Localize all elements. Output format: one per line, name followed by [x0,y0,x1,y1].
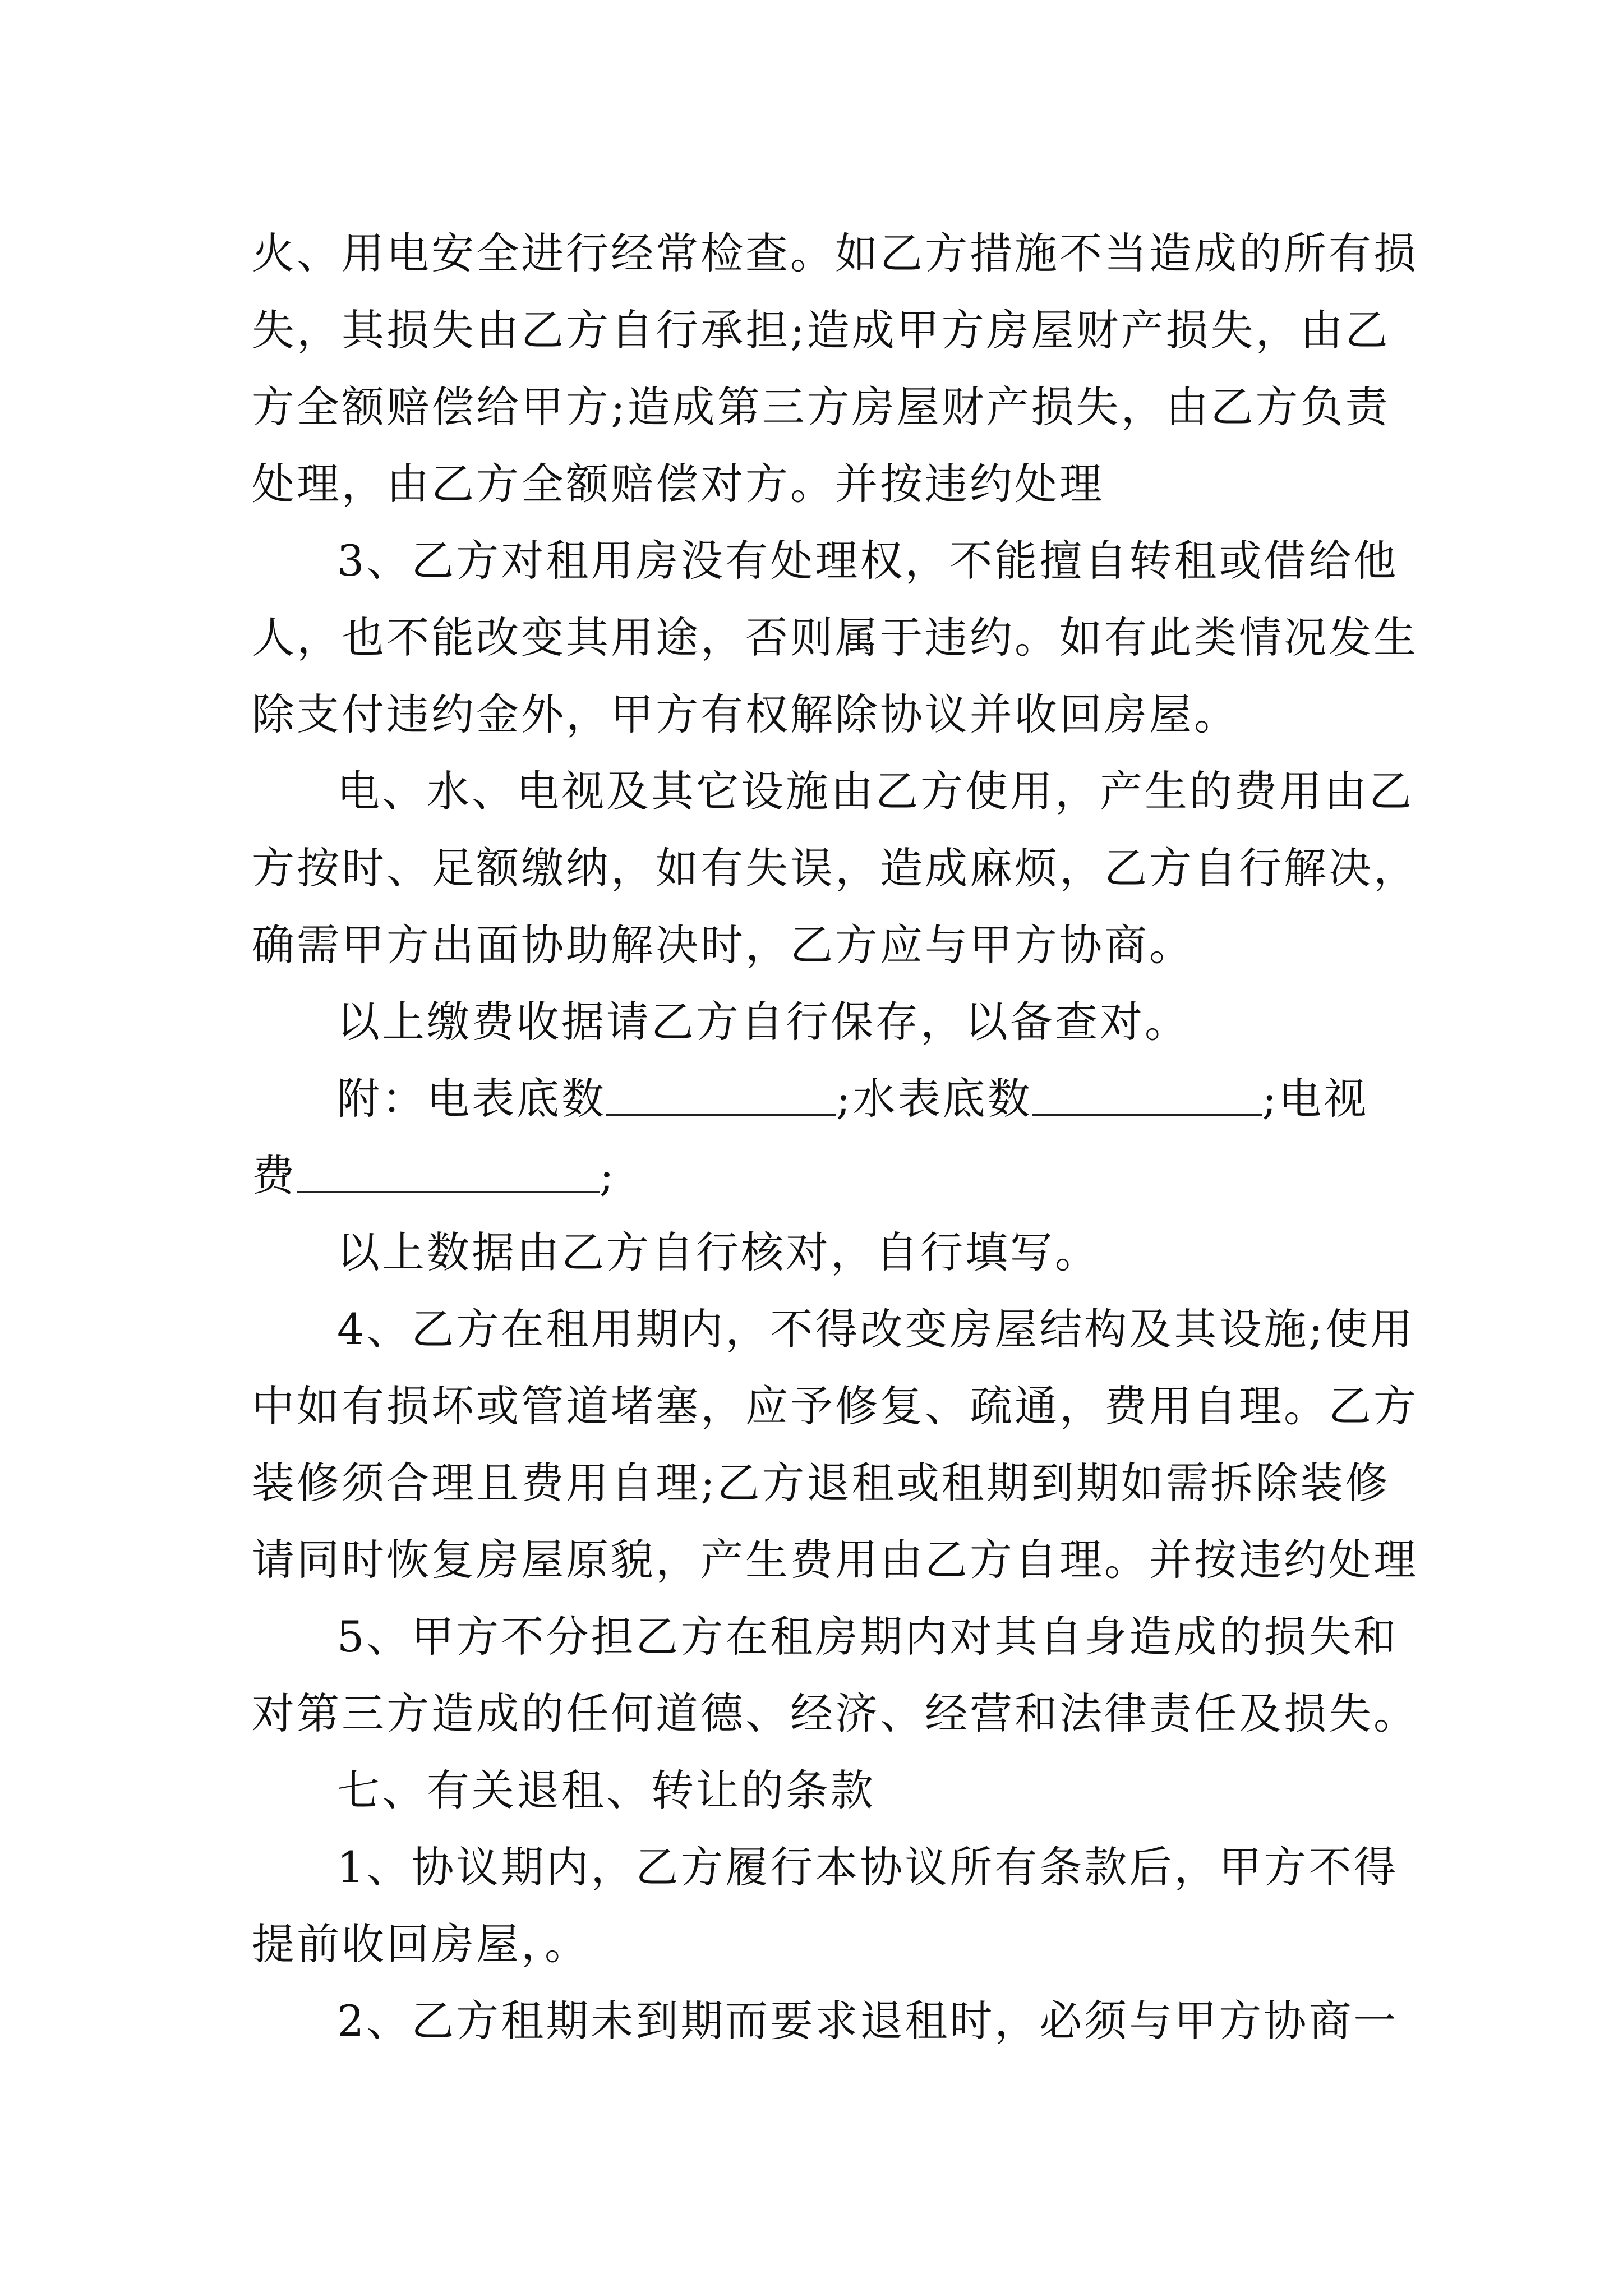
text-line: 装修须合理且费用自理;乙方退租或租期到期如需拆除装修 [252,1458,1390,1508]
electric-meter-blank[interactable] [606,1080,836,1116]
utilities-paragraph-line: 电、水、电视及其它设施由乙方使用，产生的费用由乙 [337,766,1414,816]
text-line: 除支付违约金外，甲方有权解除协议并收回房屋。 [252,689,1239,739]
text-line: 中如有损坏或管道堵塞，应予修复、疏通，费用自理。乙方 [252,1381,1418,1431]
text-line: 请同时恢复房屋原貌，产生费用由乙方自理。并按违约处理 [252,1535,1418,1585]
electric-meter-label: 附：电表底数 [337,1074,606,1124]
water-meter-label: ;水表底数 [836,1074,1032,1124]
receipt-note-line: 以上缴费收据请乙方自行保存，以备查对。 [337,997,1189,1047]
section-7-heading: 七、有关退租、转让的条款 [337,1765,875,1815]
meter-readings-line [252,1060,1373,1137]
text-line: 失，其损失由乙方自行承担;造成甲方房屋财产损失，由乙 [252,305,1390,355]
text-line: 方全额赔偿给甲方;造成第三方房屋财产损失，由乙方负责 [252,382,1390,432]
tv-fee-line [252,1137,1373,1214]
text-line: 火、用电安全进行经常检查。如乙方措施不当造成的所有损 [252,228,1418,278]
clause-4-line: 4、乙方在租用期内，不得改变房屋结构及其设施;使用 [337,1304,1415,1354]
tv-fee-blank[interactable] [297,1157,600,1193]
text-line: 人，也不能改变其用途，否则属于违约。如有此类情况发生 [252,613,1418,662]
tv-fee-label: ;电视 [1262,1074,1369,1124]
water-meter-blank[interactable] [1032,1080,1262,1116]
tv-fee-label-cont: 费 [252,1151,297,1200]
document-body [252,215,1418,2059]
section-7-clause-1-line: 1、协议期内，乙方履行本协议所有条款后，甲方不得 [337,1842,1399,1892]
self-check-line: 以上数据由乙方自行核对，自行填写。 [337,1227,1100,1277]
semicolon: ; [600,1151,616,1200]
text-line: 方按时、足额缴纳，如有失误，造成麻烦，乙方自行解决， [252,843,1418,893]
text-line: 确需甲方出面协助解决时，乙方应与甲方协商。 [252,920,1194,970]
text-line: 提前收回房屋，。 [252,1919,589,1969]
section-7-clause-2-line: 2、乙方租期未到期而要求退租时，必须与甲方协商一 [337,1996,1399,2046]
clause-5-line: 5、甲方不分担乙方在租房期内对其自身造成的损失和 [337,1612,1399,1662]
clause-3-line: 3、乙方对租用房没有处理权，不能擅自转租或借给他 [337,536,1399,586]
text-line: 对第三方造成的任何道德、经济、经营和法律责任及损失。 [252,1688,1418,1738]
text-line: 处理，由乙方全额赔偿对方。并按违约处理 [252,459,1104,509]
